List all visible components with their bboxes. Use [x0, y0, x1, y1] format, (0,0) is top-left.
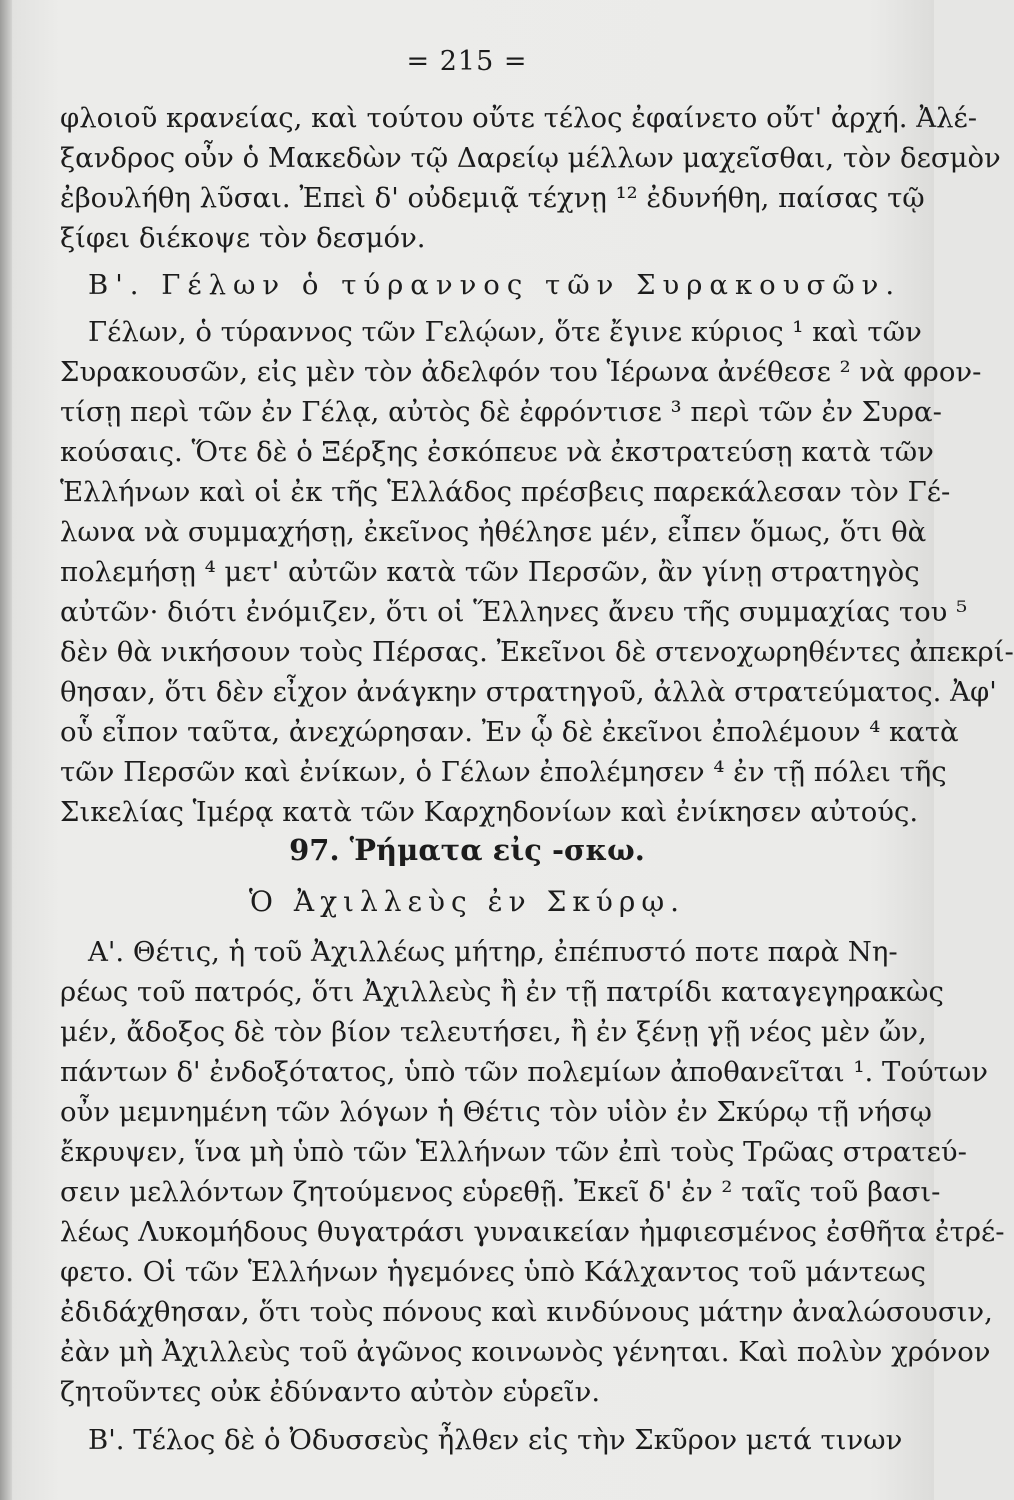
text-line: ἔκρυψεν, ἵνα μὴ ὑπὸ τῶν Ἑλλήνων τῶν ἐπὶ τοὺς Τρῶας στρατεύ- [60, 1136, 967, 1168]
text-line: ἐὰν μὴ Ἀχιλλεὺς τοῦ ἀγῶνος κοινωνὸς γένηται. Καὶ πολὺν χρόνον [60, 1336, 991, 1368]
binding-edge [0, 0, 12, 1500]
text-line: ἐδιδάχθησαν, ὅτι τοὺς πόνους καὶ κινδύνους μάτην ἀναλώσουσιν, [60, 1296, 993, 1328]
text-line: φετο. Οἱ τῶν Ἑλλήνων ἡγεμόνες ὑπὸ Κάλχαντος τοῦ μάντεως [60, 1256, 926, 1288]
text-line: ξίφει διέκοψε τὸν δεσμόν. [60, 222, 426, 254]
lesson-heading: 97. Ῥήματα εἰς -σκω. [289, 833, 645, 867]
text-line: αὐτῶν· διότι ἐνόμιζεν, ὅτι οἱ Ἕλληνες ἄνευ τῆς συμμαχίας του ⁵ [60, 596, 968, 628]
text-line: φλοιοῦ κρανείας, καὶ τούτου οὔτε τέλος ἐφαίνετο οὔτ' ἀρχή. Ἀλέ- [60, 102, 978, 134]
text-line: ρέως τοῦ πατρός, ὅτι Ἀχιλλεὺς ἢ ἐν τῇ πατρίδι καταγεγηρακὼς [60, 976, 944, 1008]
text-line: οὖν μεμνημένη τῶν λόγων ἡ Θέτις τὸν υἱὸν ἐν Σκύρῳ τῇ νήσῳ [60, 1096, 932, 1128]
text-line: τίσῃ περὶ τῶν ἐν Γέλᾳ, αὐτὸς δὲ ἐφρόντισε ³ περὶ τῶν ἐν Συρα- [60, 396, 942, 428]
text-line: μέν, ἄδοξος δὲ τὸν βίον τελευτήσει, ἢ ἐν ξένῃ γῇ νέος μὲν ὤν, [60, 1016, 927, 1048]
text-line: Σικελίας Ἱμέρᾳ κατὰ τῶν Καρχηδονίων καὶ ἐνίκησεν αὐτούς. [60, 796, 919, 828]
text-line: Συρακουσῶν, εἰς μὲν τὸν ἀδελφόν του Ἱέρωνα ἀνέθεσε ² νὰ φρον- [60, 356, 982, 388]
lesson-subtitle: Ὁ Ἀχιλλεὺς ἐν Σκύρῳ. [248, 885, 686, 918]
text-line: θησαν, ὅτι δὲν εἶχον ἀνάγκην στρατηγοῦ, ἀλλὰ στρατεύματος. Ἀφ' [60, 676, 997, 708]
text-line: Γέλων, ὁ τύραννος τῶν Γελῴων, ὅτε ἔγινε κύριος ¹ καὶ τῶν [88, 316, 922, 348]
text-line: δὲν θὰ νικήσουν τοὺς Πέρσας. Ἐκεῖνοι δὲ στενοχωρηθέντες ἀπεκρί- [60, 636, 1014, 668]
text-line: κούσαις. Ὅτε δὲ ὁ Ξέρξης ἐσκόπευε νὰ ἐκστρατεύσῃ κατὰ τῶν [60, 436, 934, 468]
section-title: Β'. Γέλων ὁ τύραννος τῶν Συρακουσῶν. [88, 269, 902, 301]
text-line: σειν μελλόντων ζητούμενος εὑρεθῇ. Ἐκεῖ δ' ἐν ² ταῖς τοῦ βασι- [60, 1176, 941, 1208]
text-line: ζητοῦντες οὐκ ἐδύναντο αὐτὸν εὑρεῖν. [60, 1376, 601, 1408]
text-line: πάντων δ' ἐνδοξότατος, ὑπὸ τῶν πολεμίων ἀποθανεῖται ¹. Τούτων [60, 1056, 988, 1088]
text-line: Ἑλλήνων καὶ οἱ ἐκ τῆς Ἑλλάδος πρέσβεις παρεκάλεσαν τὸν Γέ- [60, 476, 951, 508]
text-line: τῶν Περσῶν καὶ ἐνίκων, ὁ Γέλων ἐπολέμησεν ⁴ ἐν τῇ πόλει τῆς [60, 756, 947, 788]
text-line: Β'. Τέλος δὲ ὁ Ὀδυσσεὺς ἦλθεν εἰς τὴν Σκῦρον μετά τινων [88, 1424, 903, 1456]
text-line: ξανδρος οὖν ὁ Μακεδὼν τῷ Δαρείῳ μέλλων μαχεῖσθαι, τὸν δεσμὸν [60, 142, 1001, 174]
text-line: Α'. Θέτις, ἡ τοῦ Ἀχιλλέως μήτηρ, ἐπέπυστό ποτε παρὰ Νη- [88, 936, 898, 968]
page-number: = 215 = [406, 46, 528, 77]
text-line: λωνα νὰ συμμαχήσῃ, ἐκεῖνος ἠθέλησε μέν, εἶπεν ὅμως, ὅτι θὰ [60, 516, 927, 548]
text-line: λέως Λυκομήδους θυγατράσι γυναικείαν ἠμφιεσμένος ἐσθῆτα ἐτρέ- [60, 1216, 1005, 1248]
text-line: πολεμήσῃ ⁴ μετ' αὐτῶν κατὰ τῶν Περσῶν, ἂν γίνῃ στρατηγὸς [60, 556, 920, 588]
text-line: ἐβουλήθη λῦσαι. Ἐπεὶ δ' οὐδεμιᾷ τέχνῃ ¹² ἐδυνήθη, παίσας τῷ [60, 182, 925, 214]
text-line: οὗ εἶπον ταῦτα, ἀνεχώρησαν. Ἐν ᾧ δὲ ἐκεῖνοι ἐπολέμουν ⁴ κατὰ [60, 716, 959, 748]
